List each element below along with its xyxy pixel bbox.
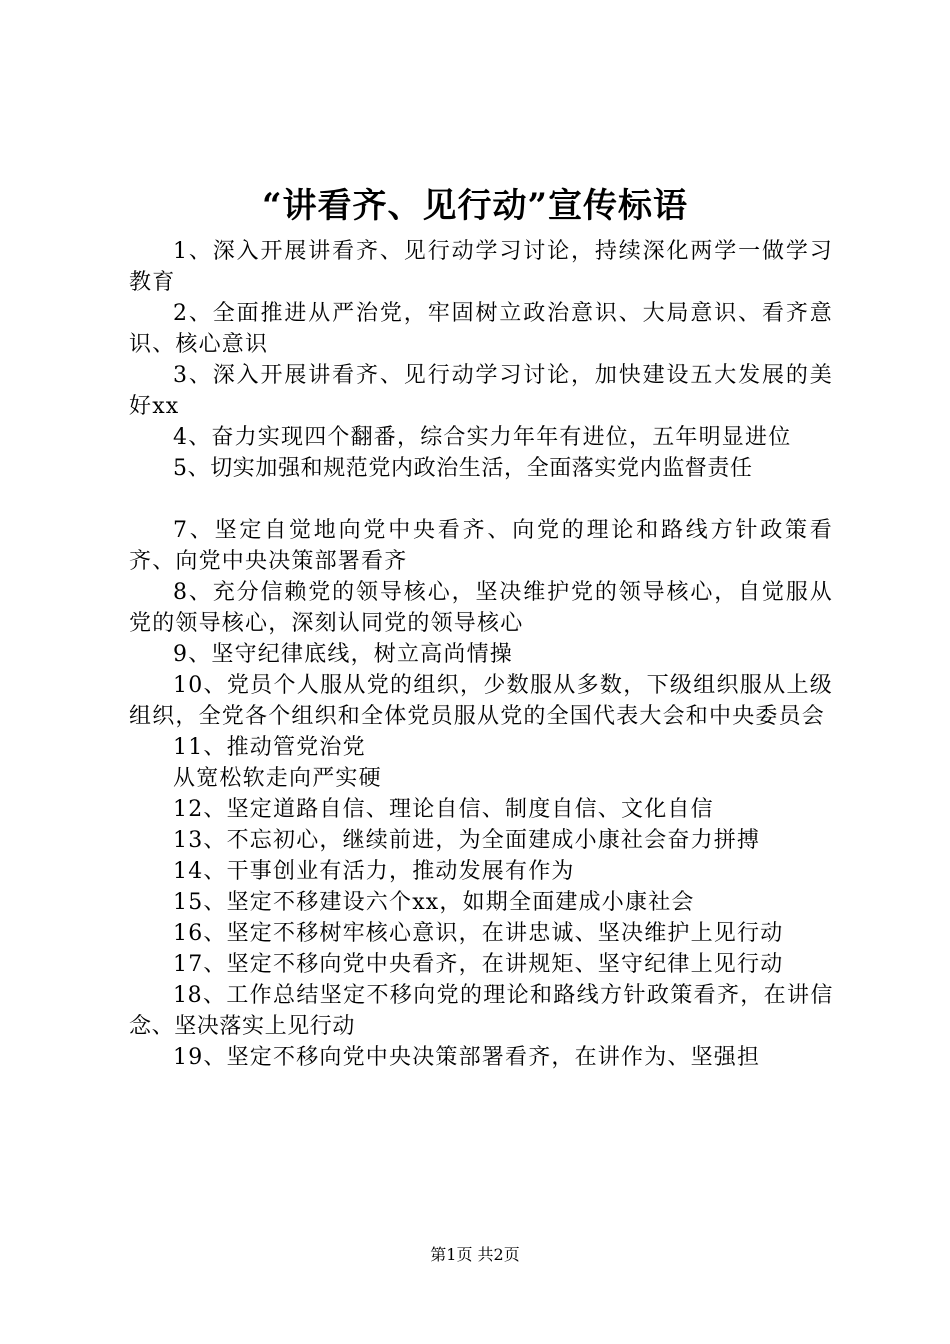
slogan-item-13: 13、不忘初心，继续前进，为全面建成小康社会奋力拼搏: [173, 828, 761, 853]
slogan-item-15: 15、坚定不移建设六个xx，如期全面建成小康社会: [173, 890, 695, 915]
document-body: [129, 236, 833, 1073]
slogan-item-12: 12、坚定道路自信、理论自信、制度自信、文化自信: [173, 797, 714, 822]
slogan-item-4: 4、奋力实现四个翻番，综合实力年年有进位，五年明显进位: [173, 425, 792, 450]
blank-line: [129, 484, 833, 515]
slogan-item-10: 10、党员个人服从党的组织，少数服从多数，下级组织服从上级组织，全党各个组织和全体党员服从党的全国代表大会和中央委员会: [129, 673, 833, 729]
slogan-item-17: 17、坚定不移向党中央看齐，在讲规矩、坚守纪律上见行动: [173, 952, 784, 977]
slogan-item-3: 3、深入开展讲看齐、见行动学习讨论，加快建设五大发展的美好xx: [129, 363, 833, 419]
slogan-item-8: 8、充分信赖党的领导核心，坚决维护党的领导核心，自觉服从党的领导核心，深刻认同党的领导核心: [129, 580, 833, 636]
slogan-item-19: 19、坚定不移向党中央决策部署看齐，在讲作为、坚强担: [173, 1045, 761, 1070]
slogan-item-14: 14、干事创业有活力，推动发展有作为: [173, 859, 575, 884]
slogan-item-18: 18、工作总结坚定不移向党的理论和路线方针政策看齐，在讲信念、坚决落实上见行动: [129, 983, 833, 1039]
slogan-item-16: 16、坚定不移树牢核心意识，在讲忠诚、坚决维护上见行动: [173, 921, 784, 946]
slogan-item-5: 5、切实加强和规范党内政治生活，全面落实党内监督责任: [173, 456, 753, 481]
slogan-item-1: 1、深入开展讲看齐、见行动学习讨论，持续深化两学一做学习教育: [129, 239, 833, 295]
slogan-item-11-continued: 从宽松软走向严实硬: [173, 766, 382, 791]
slogan-item-2: 2、全面推进从严治党，牢固树立政治意识、大局意识、看齐意识、核心意识: [129, 301, 833, 357]
document-title: “讲看齐、见行动”宣传标语: [261, 186, 689, 226]
page-footer: 第1页 共2页: [430, 1245, 520, 1264]
slogan-item-11: 11、推动管党治党: [173, 735, 366, 760]
slogan-item-7: 7、坚定自觉地向党中央看齐、向党的理论和路线方针政策看齐、向党中央决策部署看齐: [129, 518, 833, 574]
slogan-item-9: 9、坚守纪律底线，树立高尚情操: [173, 642, 513, 667]
